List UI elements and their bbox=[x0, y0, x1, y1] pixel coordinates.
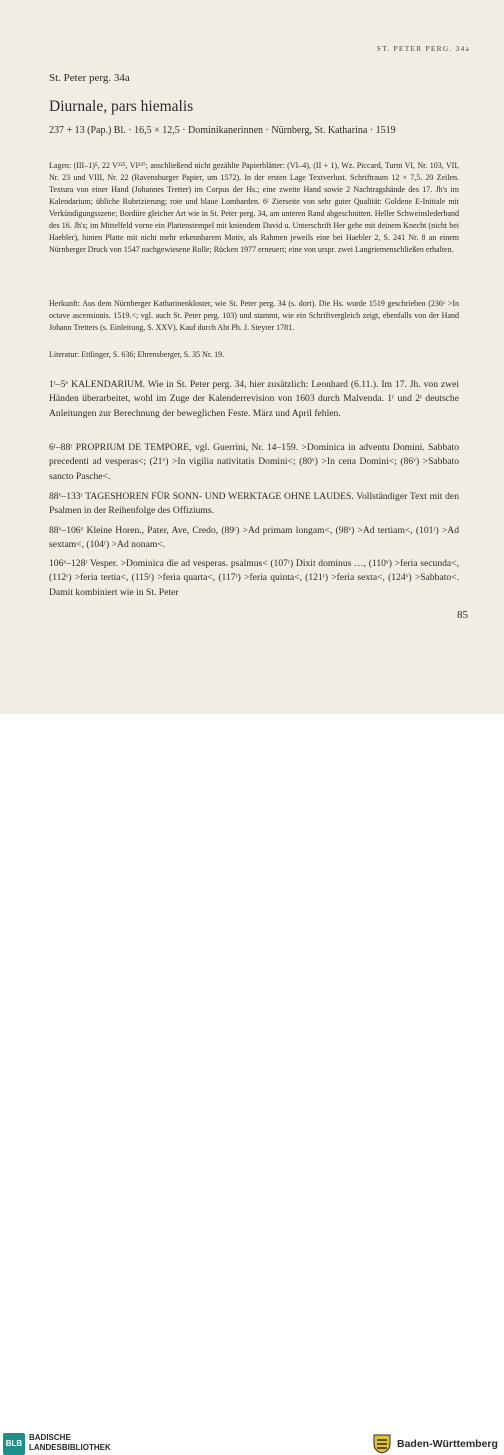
provenance: Herkunft: Aus dem Nürnberger Katharinenkloster, wie St. Peter perg. 34 (s. dort). Die Hs. wurde 1519 geschrieben (236ᵛ >In octave ascensionis. 1519.<; vgl. auch St. Peter perg. 103) und stammt, wie ein Schriftvergleich zeigt, ebenfalls von der Hand Johann Tretters (s. Einleitung, S. XXV). Kauf durch Abt Ph. J. Steyrer 1781. bbox=[49, 299, 459, 332]
literature: Literatur: Ettlinger, S. 636; Ehrensberger, S. 35 Nr. 19. bbox=[49, 350, 225, 359]
page-number: 85 bbox=[457, 609, 468, 621]
coat-of-arms-icon bbox=[372, 1432, 392, 1454]
running-head: ST. PETER PERG. 34a bbox=[376, 44, 470, 53]
entry-vesper: 106ᵛ–128ʳ Vesper. >Dominica die ad vesperas. psalmus< (107ʳ) Dixit dominus …, (110ᵛ) >feria secunda<, (112ʳ) >feria tertia<, (115ʳ) >feria quarta<, (117ʳ) >feria quinta<, (121ʳ) >feria sexta<, (124ᵛ) >Sabbato<. Damit kombiniert wie in St. Peter bbox=[49, 558, 459, 598]
footer-bar bbox=[0, 714, 504, 1452]
shelfmark: St. Peter perg. 34a bbox=[49, 72, 130, 84]
document-page bbox=[0, 0, 504, 714]
collation: 237 + 13 (Pap.) Bl. · 16,5 × 12,5 · Dominikanerinnen · Nürnberg, St. Katharina · 1519 bbox=[49, 125, 396, 136]
blb-logo-icon[interactable]: BLB bbox=[3, 1433, 25, 1455]
codicological-description: Lagen: (III–1)⁵, 22 V²²⁵, VI²³⁷; anschließend nicht gezählte Papierblätter: (VI–4), (II + 1), Wz. Piccard, Turm VI, Nr. 103, VII, Nr. 23 und VIII, Nr. 22 (Ravensburger Papier, um 1572). In der ersten Lage Textverlust. Schriftraum 12 × 7,5. 20 Zeilen. Textura von einer Hand (Johannes Tretter) im Corpus der Hs.; eine zweite Hand sowie 2 Nachtragshände des 17. Jh's im Kalendarium; übliche Rubrizierung; rote und blaue Lombarden. 6ʳ Zierseite von sehr guter Qualität: Goldene E-Initiale mit Verkündigungsszene; Bordüre gleicher Art wie in St. Peter perg. 34, am unteren Rand abgeschnitten. Heller Schweinslederband des 16. Jh's; im Mittelfeld vorne ein Plattenstempel mit kniendem David u. Unterschrift Her gehe mit deinem Knecht (nicht bei Haebler), hinten Platte mit nicht mehr erkennbarem Motiv, als Rahmen jeweils eine bei Haebler 2, S. 241 Nr. 8 an einem Nürnberger Druck von 1547 nachgewiesene Rolle; Rücken 1977 erneuert; eine von urspr. zwei Langriemenschließen erhalten. bbox=[49, 161, 459, 254]
entry-kalendarium: 1ʳ–5ᵛ KALENDARIUM. Wie in St. Peter perg. 34, hier zusätzlich: Leonhard (6.11.). Im 17. Jh. von zwei Händen überarbeitet, wohl im Zuge der Kalenderrevision von 1603 durch Malvenda. 1ʳ und 2ʳ deutsche Anleitungen zur Berechnung der beweglichen Feste. März und April fehlen. bbox=[49, 379, 459, 419]
entry-tageshoren: 88ᵛ–133ʳ TAGESHOREN FÜR SONN- UND WERKTAGE OHNE LAUDES. Vollständiger Text mit den Psalmen in der Reihenfolge des Offiziums. bbox=[49, 491, 459, 517]
library-name[interactable]: BADISCHE LANDESBIBLIOTHEK bbox=[29, 1433, 111, 1452]
manuscript-title: Diurnale, pars hiemalis bbox=[49, 98, 194, 115]
entry-proprium: 6ʳ–88ʳ PROPRIUM DE TEMPORE, vgl. Guerrini, Nr. 14–159. >Dominica in adventu Domini. Sabbato precedenti ad vesperas<; (21ᵛ) >In vigilia nativitatis Domini<; (80ᵛ) >In cena Domini<; (86ᵛ) >Sabbato sancto Pasche<. bbox=[49, 442, 459, 482]
state-name[interactable]: Baden-Württemberg bbox=[397, 1438, 498, 1450]
entry-kleine-horen: 88ᵛ–106ᵛ Kleine Horen., Pater, Ave, Credo, (89ʳ) >Ad primam longam<, (98ᵛ) >Ad tertiam<, (101ʳ) >Ad sextam<, (104ʳ) >Ad nonam<. bbox=[49, 525, 459, 551]
